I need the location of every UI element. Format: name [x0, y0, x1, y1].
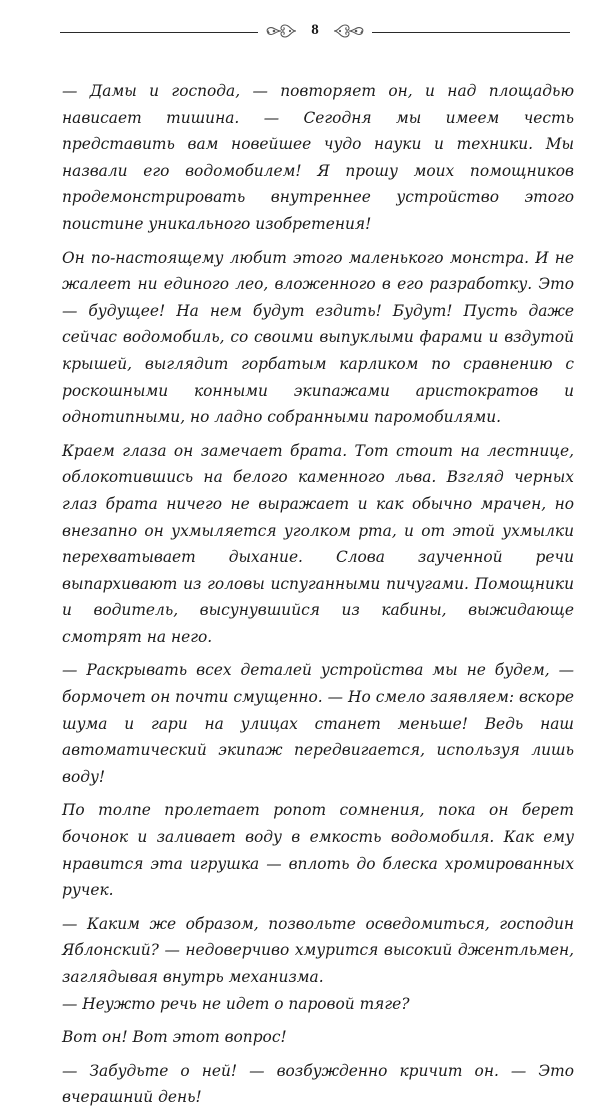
paragraph: По толпе пролетает ропот сомнения, пока он берет бочонок и заливает воду в емкость водомобиля. Как ему нравится эта игрушка — вплоть до блеска хромированных ручек. — [62, 801, 574, 900]
flourish-ornament-right-icon — [332, 20, 366, 42]
page-header — [60, 18, 570, 44]
paragraph: Краем глаза он замечает брата. Тот стоит на лестнице, облокотившись на белого каменного льва. Взгляд черных глаз брата ничего не выражает и как обычно мрачен, но внезапно он ухмыляется уголком рта, и от этой ухмылки перехватывает дыхание. Слова заученной речи выпархивают из головы испуганными пичугами. Помощники и водитель, высунувшийся из кабины, выжидающе смотрят на него. — [62, 441, 574, 646]
paragraph: Вот он! Вот этот вопрос! — [62, 1028, 287, 1047]
header-rule-left — [60, 32, 258, 33]
paragraph: Он по-настоящему любит этого маленького монстра. И не жалеет ни единого лео, вложенного в его разработку. Это — будущее! На нем будут ездить! Будут! Пусть даже сейчас водомобиль, со своими выпуклыми фарами и вздутой крышей, выглядит горбатым карликом по сравнению с роскошными конными экипажами аристократов и однотипными, но ладно собранными паромобилями. — [62, 248, 574, 427]
page-number: 8 — [311, 22, 319, 38]
paragraph: — Каким же образом, позвольте осведомиться, господин Яблонский? — недоверчиво хмурится высокий джентльмен, заглядывая внутрь механизма. — [62, 914, 574, 986]
header-rule-right — [372, 32, 570, 33]
paragraph: — Дамы и господа, — повторяет он, и над площадью нависает тишина. — Сегодня мы имеем честь представить вам новейшее чудо науки и техники. Мы назвали его водомобилем! Я прошу моих помощников продемонстрировать внутреннее устройство этого поистине уникального изобретения! — [62, 82, 574, 233]
paragraph: — Неужто речь не идет о паровой тяге? — [62, 994, 410, 1013]
flourish-ornament-left-icon — [264, 20, 298, 42]
paragraph: — Раскрывать всех деталей устройства мы не будем, — бормочет он почти смущенно. — Но смело заявляем: вскоре шума и гари на улицах станет меньше! Ведь наш автоматический экипаж передвигается, используя лишь воду! — [62, 661, 574, 786]
body-text — [62, 78, 574, 1118]
paragraph: — Забудьте о ней! — возбужденно кричит он. — Это вчерашний день! — [62, 1061, 574, 1107]
